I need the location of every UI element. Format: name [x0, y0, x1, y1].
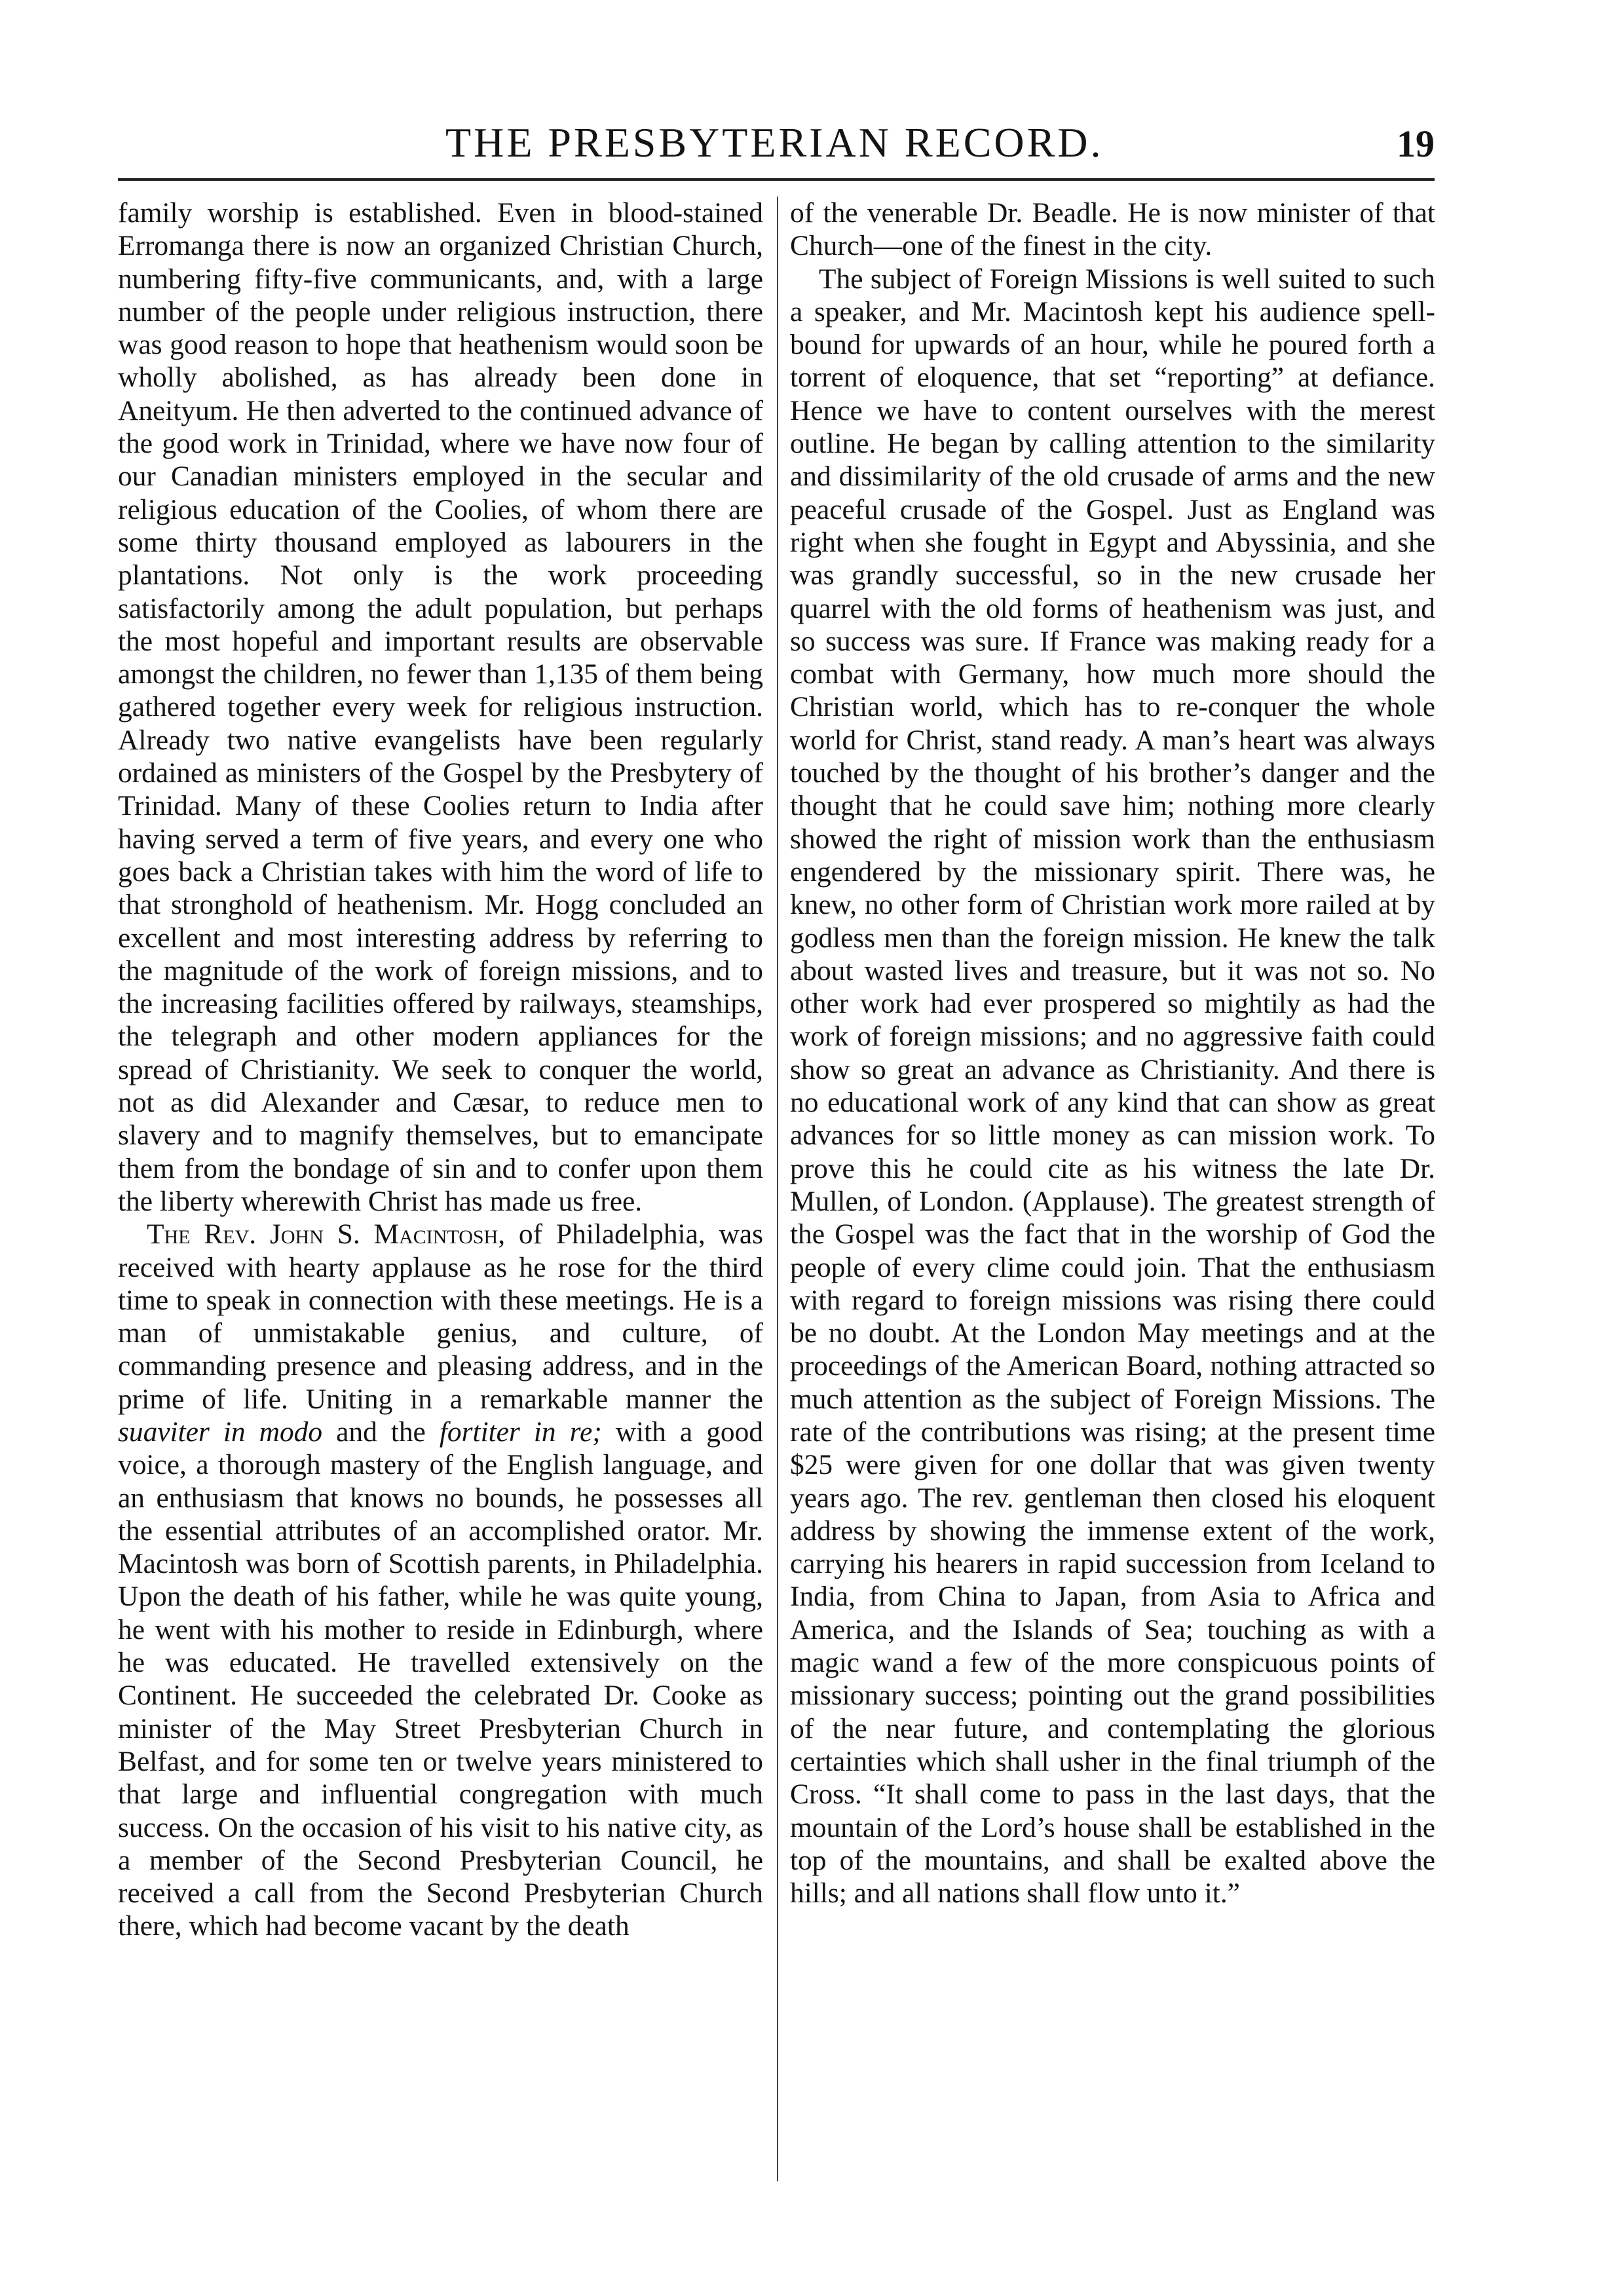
latin-phrase-suaviter: suaviter in modo [118, 1416, 323, 1448]
right-paragraph-1: of the venerable Dr. Beadle. He is now minister of that Church—one of the finest in the city. [790, 197, 1435, 262]
speaker-name: The Rev. John S. Macintosh [147, 1218, 499, 1251]
left-paragraph-2-part-c: with a good voice, a thorough mastery of the English language, and an enthusiasm that knows no bounds, he possesses all the essential attributes of an accomplished orator. Mr. Macintosh was born of Scottish parents, in Philadelphia. Upon the death of his father, while he was quite young, he went with his mother to reside in Edinburgh, where he was educated. He travelled extensively on the Continent. He succeeded the celebrated Dr. Cooke as minister of the May Street Presbyterian Church in Belfast, and for some ten or twelve years ministered to that large and influential congregation with much success. On the occasion of his visit to his native city, as a member of the Second Presbyterian Council, he received a call from the Second Presbyterian Church there, which had become vacant by the death [118, 1416, 763, 1942]
left-column [118, 197, 763, 2181]
column-divider [777, 197, 778, 2181]
left-paragraph-2-part-b: and the [322, 1416, 440, 1448]
latin-phrase-fortiter: fortiter in re; [439, 1416, 602, 1448]
left-paragraph-2 [118, 1218, 763, 1943]
page-number: 19 [1397, 122, 1435, 165]
left-paragraph-1: family worship is established. Even in blood-stained Erromanga there is now an organized Christian Church, numbering fifty-five communicants, and, with a large number of the people under religious instruction, there was good reason to hope that heathenism would soon be wholly abolished, as has already been done in Aneityum. He then adverted to the continued advance of the good work in Trinidad, where we have now four of our Canadian ministers employed in the secular and religious education of the Coolies, of whom there are some thirty thousand employed as labourers in the plantations. Not only is the work proceeding satisfactorily among the adult population, but perhaps the most hopeful and important results are observable amongst the children, no fewer than 1,135 of them being gathered together every week for religious instruction. Already two native evangelists have been regularly ordained as ministers of the Gospel by the Presbytery of Trinidad. Many of these Coolies return to India after having served a term of five years, and every one who goes back a Christian takes with him the word of life to that stronghold of heathenism. Mr. Hogg concluded an excellent and most interesting address by referring to the magnitude of the work of foreign missions, and to the increasing facilities offered by railways, steamships, the telegraph and other modern appliances for the spread of Christianity. We seek to conquer the world, not as did Alexander and Cæsar, to reduce men to slavery and to magnify themselves, but to emancipate them from the bondage of sin and to confer upon them the liberty wherewith Christ has made us free. [118, 197, 763, 1217]
right-paragraph-2: The subject of Foreign Missions is well suited to such a speaker, and Mr. Macintosh kept his audience spell-bound for upwards of an hour, while he poured forth a torrent of eloquence, that set “reporting” at defiance. Hence we have to content ourselves with the merest outline. He began by calling attention to the similarity and dissimilarity of the old crusade of arms and the new peaceful crusade of the Gospel. Just as England was right when she fought in Egypt and Abyssinia, and she was grandly successful, so in the new crusade her quarrel with the old forms of heathenism was just, and so success was sure. If France was making ready for a combat with Germany, how much more should the Christian world, which has to re-conquer the whole world for Christ, stand ready. A man’s heart was always touched by the thought of his brother’s danger and the thought that he could save him; nothing more clearly showed the right of mission work than the enthusiasm engendered by the missionary spirit. There was, he knew, no other form of Christian work more railed at by godless men than the foreign mission. He knew the talk about wasted lives and treasure, but it was not so. No other work had ever prospered so mightily as had the work of foreign missions; and no aggressive faith could show so great an advance as Christianity. And there is no educational work of any kind that can show as great advances for so little money as can mission work. To prove this he could cite as his witness the late Dr. Mullen, of London. (Applause). The greatest strength of the Gospel was the fact that in the worship of God the people of every clime could join. That the enthusiasm with regard to foreign missions was rising there could be no doubt. At the London May meetings and at the proceedings of the American Board, nothing attracted so much attention as the subject of Foreign Missions. The rate of the contributions was rising; at the present time $25 were given for one dollar that was given twenty years ago. The rev. gentleman then closed his eloquent address by showing the immense extent of the work, carrying his hearers in rapid succession from Iceland to India, from China to Japan, from Asia to Africa and America, and the Islands of Sea; touching as with a magic wand a few of the more conspicuous points of missionary success; pointing out the grand possibilities of the near future, and contemplating the glorious certainties which shall usher in the final triumph of the Cross. “It shall come to pass in the last days, that the mountain of the Lord’s house shall be established in the top of the mountains, and shall be exalted above the hills; and all nations shall flow unto it.” [790, 263, 1435, 1910]
header-rule [118, 178, 1435, 181]
running-title: THE PRESBYTERIAN RECORD. [445, 119, 1104, 166]
left-paragraph-2-part-a: , of Philadelphia, was received with hearty applause as he rose for the third time to speak in connection with these meetings. He is a man of unmistakable genius, and culture, of commanding presence and pleasing address, and in the prime of life. Uniting in a remarkable manner the [118, 1218, 764, 1415]
page-header [118, 111, 1435, 177]
right-column [790, 197, 1435, 2181]
